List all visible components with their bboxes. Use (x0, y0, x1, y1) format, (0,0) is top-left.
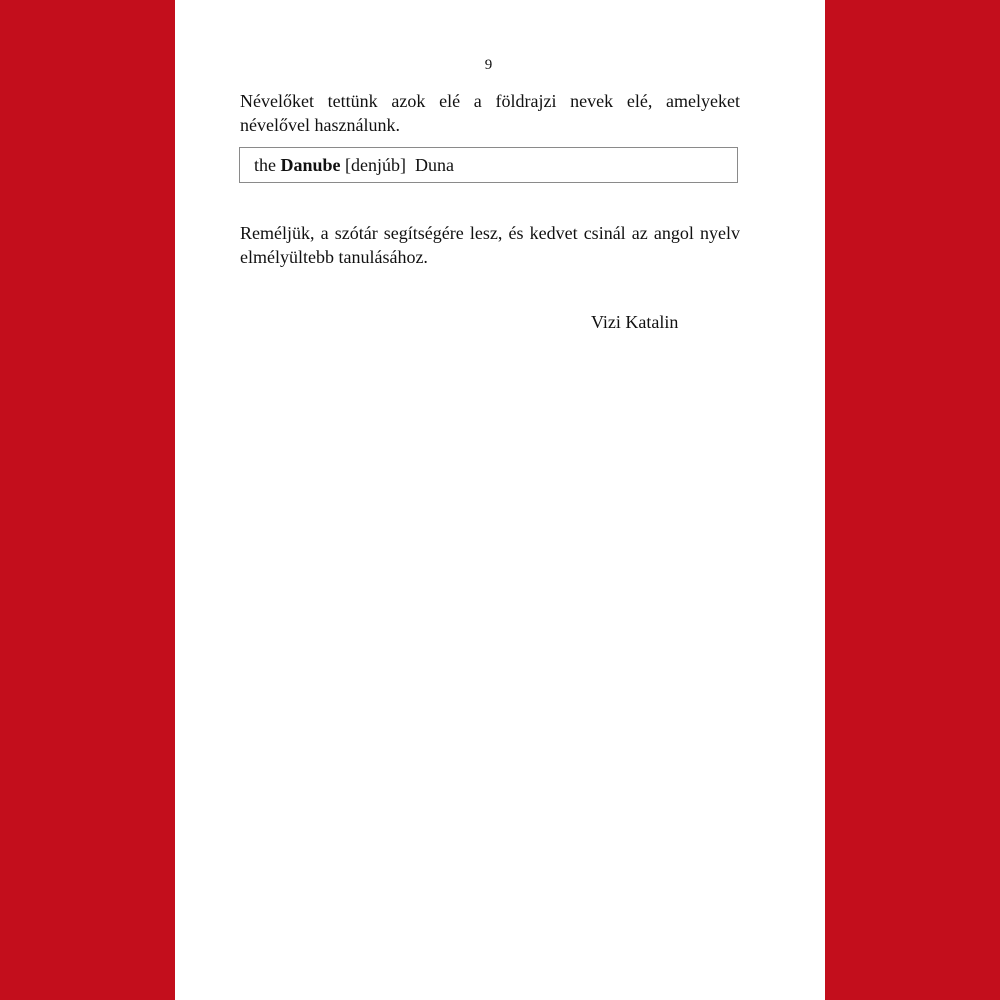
example-article: the (254, 155, 276, 175)
example-pronunciation: [denjúb] (345, 155, 407, 175)
example-headword: Danube (280, 155, 341, 175)
intro-paragraph: Névelőket tettünk azok elé a földrajzi nevek elé, amelyeket névelővel használunk. (240, 91, 740, 135)
page-number: 9 (484, 57, 493, 73)
closing-paragraph: Reméljük, a szótár segítségére lesz, és kedvet csinál az angol nyelv elmélyültebb tanulásához. (240, 223, 740, 267)
example-entry-box (239, 147, 738, 183)
document-page (175, 0, 825, 1000)
author-signature: Vizi Katalin (591, 312, 679, 332)
example-translation: Duna (415, 155, 455, 175)
